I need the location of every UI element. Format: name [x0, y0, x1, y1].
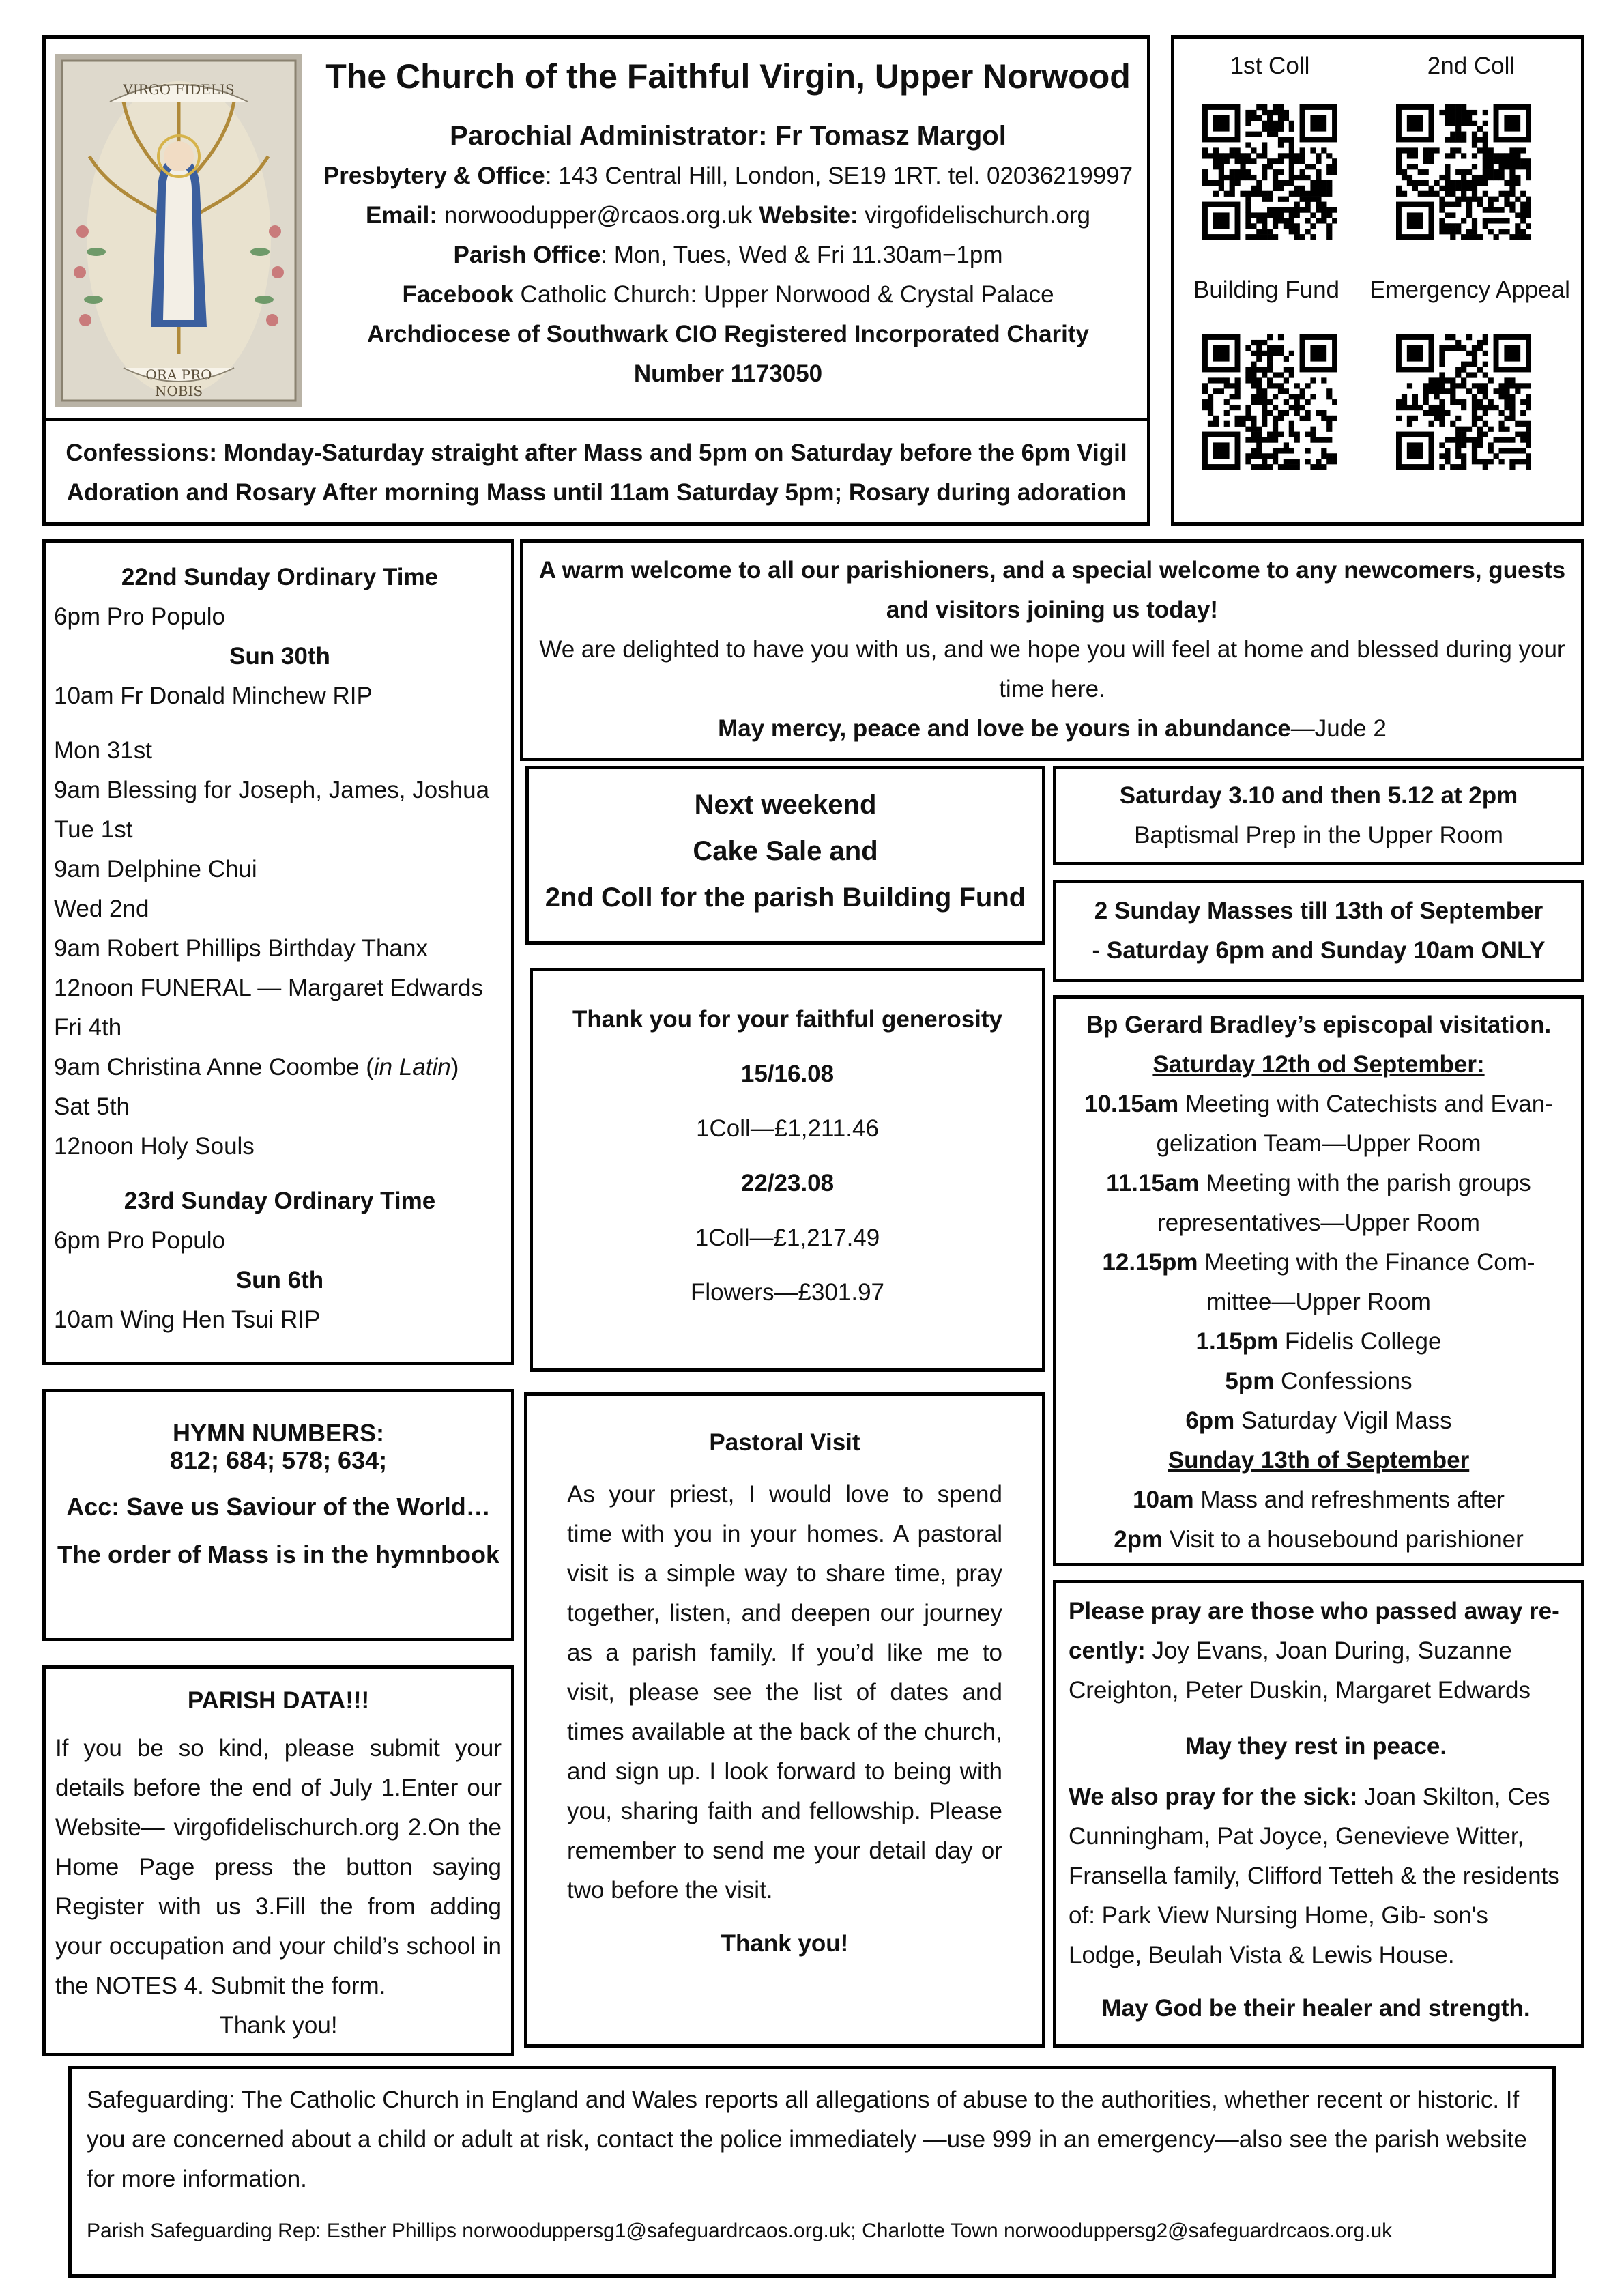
qr-code-1st-coll[interactable]	[1202, 104, 1337, 240]
sunday-masses-box	[1053, 880, 1584, 982]
qr-code-pattern	[1202, 334, 1337, 470]
baptism-line-2: Baptismal Prep in the Upper Room	[1134, 822, 1503, 848]
safeguarding-text: Safeguarding: The Catholic Church in England and Wales reports all allegations of abuse to the authorities, whether recent or historic. If you are concerned about a child or adult at risk, contact the police immediately —use 999 in an emergency—also see the parish website for more information.	[87, 2086, 1527, 2192]
visitation-item: 6pm Saturday Vigil Mass	[1185, 1407, 1452, 1434]
qr-code-pattern	[1396, 104, 1531, 240]
charity-line-2: Number 1173050	[633, 360, 823, 387]
mass-day-wed: Wed 2nd	[54, 895, 149, 922]
facebook-line: Facebook Catholic Church: Upper Norwood & Crystal Palace	[402, 281, 1054, 308]
prayers-sick: We also pray for the sick: Joan Skilton, Ces Cunningham, Pat Joyce, Genevieve Witter, Fransella family, Clifford Tetteh & the residents of: Park View Nursing Home, Gib- son's Lodge, Beulah Vista & Lewis House.	[1069, 1783, 1560, 1968]
qr-box	[1171, 35, 1584, 526]
next-weekend-box	[525, 766, 1045, 945]
qr-code-pattern	[1396, 334, 1531, 470]
baptism-box	[1053, 766, 1584, 865]
visitation-item: 10.15am Meeting with Catechists and Evan-	[1084, 1091, 1553, 1117]
mass-day-mon: Mon 31st	[54, 737, 152, 764]
parish-data-text: If you be so kind, please submit your details before the end of July 1.Enter our Website— virgofidelischurch.org 2.On the Home Page press the button saying Register with us 3.Fill the from adding your occupation and your child’s school in the NOTES 4. Submit the form.	[55, 1735, 502, 1999]
hymn-title: HYMN NUMBERS:	[173, 1419, 384, 1447]
safeguarding-box	[68, 2066, 1556, 2278]
parish-data-thanks: Thank you!	[219, 2012, 338, 2039]
qr-code-2nd-coll[interactable]	[1396, 104, 1531, 240]
qr-code-emergency-appeal[interactable]	[1396, 334, 1531, 470]
prayers-rest: May they rest in peace.	[1185, 1733, 1447, 1760]
mass-line: 12noon Holy Souls	[54, 1133, 255, 1160]
mass-schedule-box	[42, 539, 514, 1365]
qr-label-emergency-appeal: Emergency Appeal	[1369, 276, 1570, 303]
parish-data-box	[42, 1665, 514, 2056]
mass-line: 9am Delphine Chui	[54, 856, 257, 882]
pastoral-visit-box	[524, 1392, 1045, 2048]
welcome-text: We are delighted to have you with us, and we hope you will feel at home and blessed during your time here.	[539, 636, 1565, 702]
mass-line: 9am Blessing for Joseph, James, Joshua	[54, 777, 490, 803]
thanks-value-1: 1Coll—£1,211.46	[696, 1115, 879, 1142]
mass-line: 10am Wing Hen Tsui RIP	[54, 1306, 321, 1333]
thanks-box	[530, 968, 1045, 1372]
sunday-masses-line-1: 2 Sunday Masses till 13th of September	[1094, 898, 1543, 924]
welcome-bold-text: A warm welcome to all our parishioners, and a special welcome to any newcomers, guests and visitors joining us today!	[538, 557, 1566, 623]
image-banner-bottom: ORA PRO NOBIS	[145, 367, 212, 399]
confessions-box	[42, 418, 1150, 526]
mass-heading-sun-30th: Sun 30th	[229, 643, 330, 670]
visitation-item: 2pm Visit to a housebound parishioner	[1114, 1526, 1524, 1553]
thanks-value-2: 1Coll—£1,217.49	[695, 1224, 880, 1251]
mass-day-tue: Tue 1st	[54, 816, 133, 843]
next-weekend-line-2: Cake Sale and	[693, 836, 878, 866]
qr-label-building-fund: Building Fund	[1193, 276, 1340, 303]
visitation-saturday: Saturday 12th od September:	[1152, 1051, 1485, 1078]
welcome-box	[520, 539, 1584, 761]
visitation-box	[1053, 995, 1584, 1566]
hymn-numbers: 812; 684; 578; 634;	[169, 1446, 388, 1474]
confessions-line-2: Adoration and Rosary After morning Mass until 11am Saturday 5pm; Rosary during adoration	[66, 479, 1127, 506]
safeguarding-rep: Parish Safeguarding Rep: Esther Phillips norwooduppersg1@safeguardrcaos.org.uk; Charlotte Town norwooduppersg2@safeguardrcaos.org.uk	[87, 2220, 1393, 2242]
visitation-item-cont: mittee—Upper Room	[1206, 1289, 1431, 1315]
mass-heading-23rd-sunday: 23rd Sunday Ordinary Time	[124, 1188, 436, 1214]
confessions-line-1: Confessions: Monday-Saturday straight after Mass and 5pm on Saturday before the 6pm Vigil	[66, 440, 1127, 466]
qr-label-2nd-coll: 2nd Coll	[1427, 53, 1516, 79]
charity-line-1: Archdiocese of Southwark CIO Registered Incorporated Charity	[367, 321, 1089, 347]
pastoral-thanks: Thank you!	[721, 1930, 849, 1957]
website-link[interactable]: virgofidelischurch.org	[858, 202, 1091, 229]
parish-data-title: PARISH DATA!!!	[187, 1687, 370, 1714]
visitation-title: Bp Gerard Bradley’s episcopal visitation.	[1086, 1011, 1552, 1038]
church-title: The Church of the Faithful Virgin, Upper Norwood	[325, 57, 1131, 96]
header-box	[42, 35, 1150, 421]
visitation-sunday: Sunday 13th of September	[1168, 1447, 1470, 1474]
mass-line: 10am Fr Donald Minchew RIP	[54, 683, 373, 709]
pastoral-title: Pastoral Visit	[709, 1429, 860, 1456]
mass-line: 9am Christina Anne Coombe (in Latin)	[54, 1054, 459, 1080]
virgin-mary-image	[55, 54, 302, 407]
presbytery-line: Presbytery & Office: 143 Central Hill, London, SE19 1RT. tel. 02036219997	[323, 162, 1133, 189]
visitation-item: 5pm Confessions	[1225, 1368, 1412, 1394]
email-link[interactable]: norwoodupper@rcaos.org.uk	[437, 202, 759, 229]
next-weekend-line-3: 2nd Coll for the parish Building Fund	[545, 882, 1026, 913]
mass-line: 6pm Pro Populo	[54, 1227, 225, 1254]
next-weekend-line-1: Next weekend	[694, 790, 877, 820]
pastoral-text: As your priest, I would love to spend time with you in your homes. A pastoral visit is a simple way to share time, pray together, listen, and deepen our journey as a parish family. If you’d like me to visit, please see the list of dates and times available at the back of the church, and sign up. I look forward to being with you, sharing faith and fellowship. Please remember to send me your detail day or two before the visit.	[567, 1481, 1002, 1904]
email-website-line: Email: norwoodupper@rcaos.org.uk Website: virgofidelischurch.org	[365, 202, 1091, 229]
prayers-box	[1053, 1580, 1584, 2048]
mass-heading-sun-6th: Sun 6th	[235, 1267, 324, 1293]
visitation-item: 10am Mass and refreshments after	[1133, 1487, 1505, 1513]
hymn-box	[42, 1389, 514, 1641]
hymn-acclamation: Acc: Save us Saviour of the World…	[66, 1493, 491, 1521]
mass-day-fri: Fri 4th	[54, 1014, 122, 1041]
baptism-line-1: Saturday 3.10 and then 5.12 at 2pm	[1119, 782, 1518, 809]
administrator: Parochial Administrator: Fr Tomasz Margol	[450, 121, 1006, 151]
mass-day-sat: Sat 5th	[54, 1093, 130, 1120]
mass-line: 12noon FUNERAL — Margaret Edwards	[54, 975, 483, 1001]
prayers-healer: May God be their healer and strength.	[1101, 1995, 1531, 2022]
hymn-order-note: The order of Mass is in the hymnbook	[57, 1540, 500, 1568]
image-banner-top: VIRGO FIDELIS	[123, 81, 235, 98]
mass-line: 6pm Pro Populo	[54, 603, 225, 630]
welcome-quote: May mercy, peace and love be yours in abundance—Jude 2	[718, 715, 1387, 742]
mass-heading-22nd-sunday: 22nd Sunday Ordinary Time	[121, 564, 439, 590]
thanks-date-1: 15/16.08	[740, 1061, 835, 1087]
qr-code-building-fund[interactable]	[1202, 334, 1337, 470]
thanks-title: Thank you for your faithful generosity	[572, 1006, 1003, 1033]
visitation-item: 11.15am Meeting with the parish groups	[1106, 1170, 1531, 1196]
thanks-date-2: 22/23.08	[740, 1170, 835, 1196]
mass-line: 9am Robert Phillips Birthday Thanx	[54, 935, 428, 962]
visitation-item: 12.15pm Meeting with the Finance Com-	[1102, 1249, 1535, 1276]
visitation-item-cont: gelization Team—Upper Room	[1156, 1130, 1481, 1157]
thanks-value-3: Flowers—£301.97	[690, 1279, 885, 1306]
visitation-item: 1.15pm Fidelis College	[1195, 1328, 1442, 1355]
sunday-masses-line-2: - Saturday 6pm and Sunday 10am ONLY	[1092, 937, 1546, 964]
qr-code-pattern	[1202, 104, 1337, 240]
visitation-item-cont: representatives—Upper Room	[1157, 1209, 1480, 1236]
office-hours-line: Parish Office: Mon, Tues, Wed & Fri 11.30am−1pm	[453, 242, 1003, 268]
prayers-deceased: Please pray are those who passed away re- cently: Joy Evans, Joan During, Suzanne Creighton, Peter Duskin, Margaret Edwards	[1069, 1598, 1560, 1704]
qr-label-1st-coll: 1st Coll	[1230, 53, 1310, 79]
header-text	[308, 39, 1148, 394]
